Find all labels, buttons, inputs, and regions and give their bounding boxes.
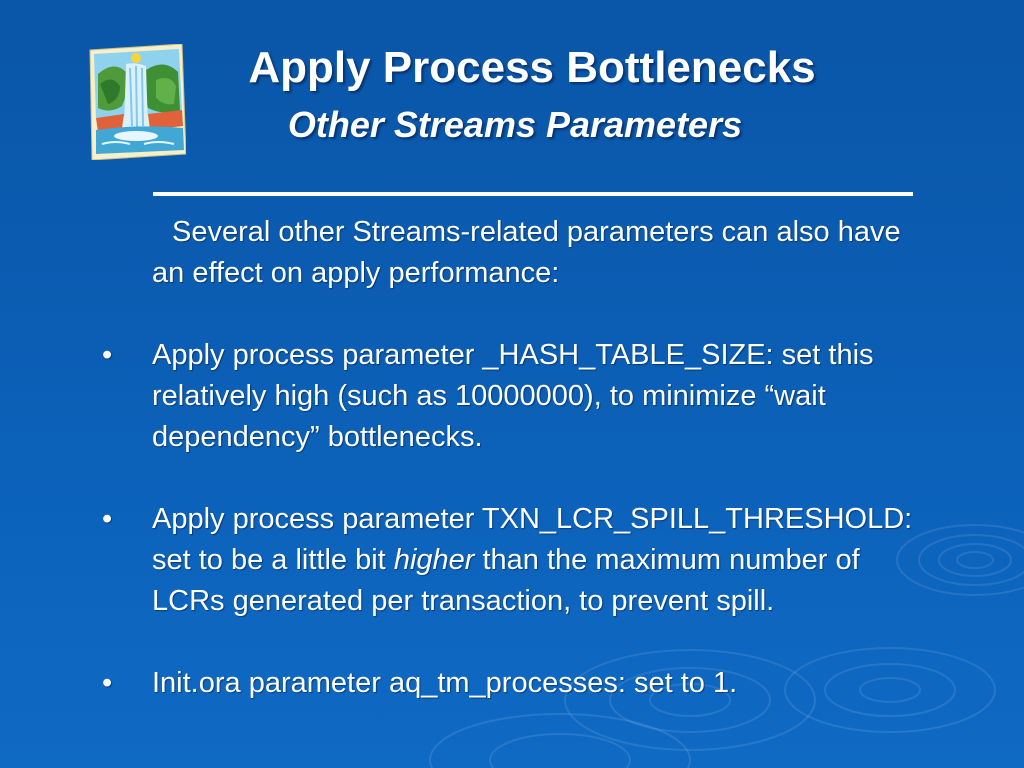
title-divider bbox=[153, 192, 913, 196]
intro-paragraph: Several other Streams-related parameters can also have an effect on apply performance: bbox=[152, 216, 901, 289]
slide-title: Apply Process Bottlenecks bbox=[248, 43, 816, 92]
bullet-text: Init.ora parameter aq_tm_processes: set to 1. bbox=[152, 667, 738, 699]
bullet-marker-icon: • bbox=[102, 667, 113, 699]
bullet-list bbox=[98, 335, 918, 704]
bullet-hash-table-size bbox=[98, 335, 918, 458]
bullet-text-after: than the maximum number of LCRs generated per transaction, to prevent spill. bbox=[152, 544, 860, 617]
bullet-marker-icon: • bbox=[102, 339, 113, 371]
bullet-emphasis: higher bbox=[393, 544, 475, 576]
slide-subtitle: Other Streams Parameters bbox=[287, 104, 743, 145]
slide-body bbox=[98, 212, 918, 704]
bullet-marker-icon: • bbox=[102, 503, 113, 535]
bullet-aq-tm-processes bbox=[98, 663, 918, 704]
bullet-text-before: Apply process parameter TXN_LCR_SPILL_THRESHOLD: set to be a little bit bbox=[152, 503, 913, 576]
bullet-text: Apply process parameter _HASH_TABLE_SIZE: set this relatively high (such as 10000000), to minimize “wait dependency” bottlenecks. bbox=[152, 339, 874, 453]
bullet-spill-threshold bbox=[98, 499, 918, 622]
